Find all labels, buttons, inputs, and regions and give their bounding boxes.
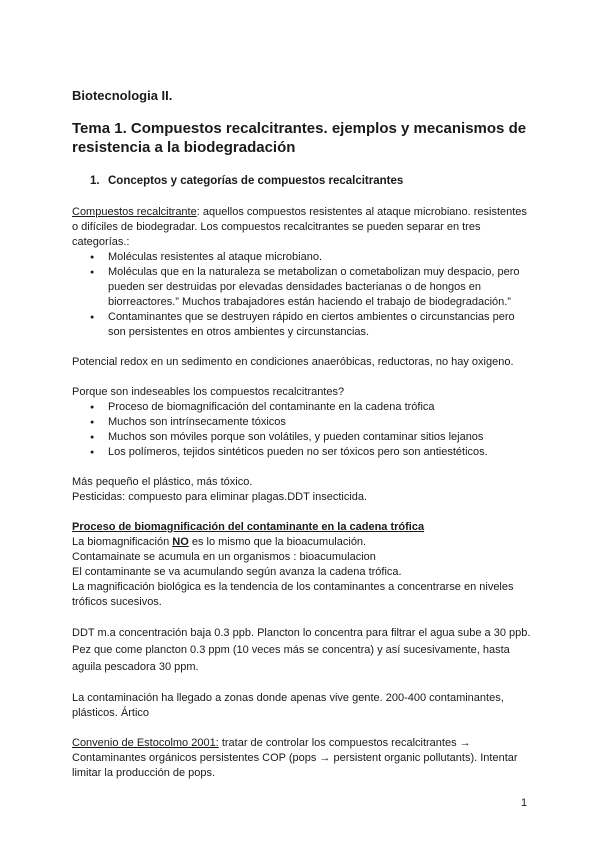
list-item: ● Contaminantes que se destruyen rápido en ciertos ambientes o circunstancias pero son persistentes en otros ambientes y circunstancias. [108, 310, 532, 340]
section-heading [90, 175, 532, 187]
page-number: 1 [521, 797, 528, 809]
reasons-list [72, 400, 532, 460]
ddt-paragraph: DDT m.a concentración baja 0.3 ppb. Plancton lo concentra para filtrar el agua sube a 30 ppb. Pez que come plancton 0.3 ppm (10 veces más se concentra) y así sucesivamente, hasta aguila pescadora 30 ppm. [72, 627, 531, 673]
redox-paragraph: Potencial redox en un sedimento en condiciones anaeróbicas, reductoras, no hay oxigeno. [72, 356, 514, 368]
list-item: ● Los polímeros, tejidos sintéticos pueden no ser tóxicos pero son antiestéticos. [108, 445, 532, 460]
definition-paragraph [72, 205, 532, 250]
emphasis-no: NO [172, 536, 189, 548]
pesticides-line: Pesticidas: compuesto para eliminar plagas.DDT insecticida. [72, 491, 368, 503]
document-page [72, 88, 532, 781]
convenio-term: Convenio de Estocolmo 2001: [72, 737, 219, 749]
text-span: es lo mismo que la bioacumulación. [188, 536, 367, 548]
plastic-line: Más pequeño el plástico, más tóxico. [72, 476, 253, 488]
definition-term: Compuestos recalcitrante [72, 206, 197, 218]
list-item: ● Moléculas resistentes al ataque microbiano. [108, 250, 532, 265]
section-number: 1. [90, 175, 100, 187]
list-item: ● Proceso de biomagnificación del contaminante en la cadena trófica [108, 400, 532, 415]
course-title: Biotecnologia II. [72, 88, 173, 103]
text-span: La biomagnificación [72, 536, 173, 548]
categories-list [72, 250, 532, 340]
convenio-text: tratar de controlar los compuestos recalcitrantes → Contaminantes orgánicos persistentes COP (pops → persistent organic pollutants). Intentar limitar la producción de pops. [72, 737, 518, 779]
definition-text: : aquellos compuestos resistentes al ataque microbiano. resistentes o difíciles de biodegradar. Los compuestos recalcitrantes se pueden separar en tres categorías.: [72, 206, 527, 248]
contamination-paragraph: La contaminación ha llegado a zonas donde apenas vive gente. 200-400 contaminantes, plásticos. Ártico [72, 692, 504, 719]
question-paragraph: Porque son indeseables los compuestos recalcitrantes? [72, 386, 345, 398]
biomagnification-line-2: Contamainate se acumula en un organismos : bioacumulacion [72, 551, 376, 563]
list-item: ● Muchos son móviles porque son volátiles, y pueden contaminar sitios lejanos [108, 430, 532, 445]
list-item: ● Muchos son intrínsecamente tóxicos [108, 415, 532, 430]
biomagnification-line-1 [72, 535, 532, 550]
section-title: Conceptos y categorías de compuestos recalcitrantes [108, 175, 404, 187]
biomagnification-line-3: El contaminante se va acumulando según avanza la cadena trófica. [72, 566, 402, 578]
biomagnification-heading: Proceso de biomagnificación del contaminante en la cadena trófica [72, 521, 425, 533]
list-item: ● Moléculas que en la naturaleza se metabolizan o cometabolizan muy despacio, pero pueden ser destruidas por elevadas densidades bacterianas o de hongos en biorreactores.” Muchos trabajadores están haciendo el trabajo de biodegradación.” [108, 265, 532, 310]
biomagnification-line-4: La magnificación biológica es la tendencia de los contaminantes a concentrarse en niveles tróficos sucesivos. [72, 581, 514, 608]
convenio-paragraph [72, 736, 532, 781]
topic-title: Tema 1. Compuestos recalcitrantes. ejemplos y mecanismos de resistencia a la biodegradación [72, 120, 527, 156]
